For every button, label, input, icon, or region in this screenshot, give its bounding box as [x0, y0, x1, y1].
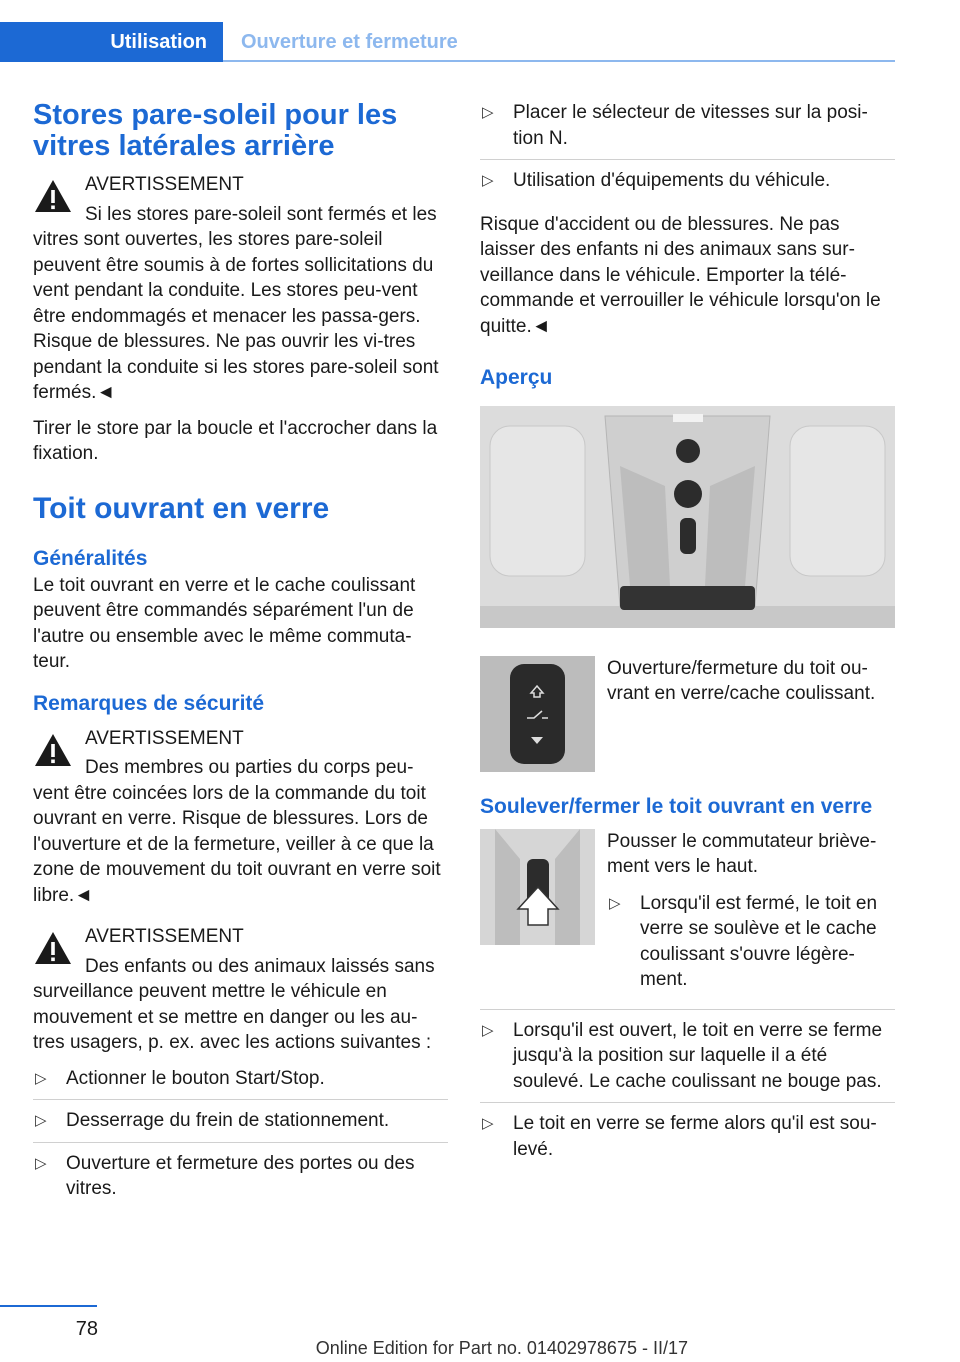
page-number: 78 — [75, 1318, 98, 1340]
warning-title: AVERTISSEMENT — [85, 926, 244, 947]
push-up-image — [480, 829, 595, 945]
list-item: ▷ Placer le sélecteur de vitesses sur la posi-tion N. — [480, 100, 895, 160]
left-column — [33, 100, 448, 1220]
warning-block-3 — [33, 924, 448, 1056]
section-title-stores: Stores pare-soleil pour les vitres latérales arrière — [33, 99, 398, 162]
bullet-list — [33, 1066, 448, 1210]
roof-console-image — [480, 406, 895, 628]
bullet-list — [607, 891, 895, 1001]
warning-text: Des membres ou parties du corps peu-vent être coincées lors de la commande du toit ouvrant en verre. Risque de blessures. Lors de l'ouverture et de la fermeture, veiller à ce que la zone de mouvement du toit ouvrant en verre soit libre.◄ — [33, 757, 441, 906]
header-bar — [0, 22, 895, 62]
triangle-bullet-icon: ▷ — [35, 1154, 47, 1172]
warning-block-1 — [33, 172, 448, 406]
tab-ouverture-fermeture[interactable]: Ouverture et fermeture — [241, 31, 458, 53]
warning-text: Si les stores pare-soleil sont fermés et les vitres sont ouvertes, les stores pare-soleil peuvent être soumis à de fortes sollicitations du vent pendant la conduite. Les stores peu-vent être endommagés et menacer les passa-gers. Risque de blessures. Ne pas ouvrir les vi-tres pendant la conduite si les stores pare-soleil sont fermés.◄ — [33, 203, 439, 403]
right-column — [480, 100, 895, 1180]
list-item: ▷ Lorsqu'il est ouvert, le toit en verre se ferme jusqu'à la position sur laquelle il a été soulevé. Le cache coulissant ne bouge pas. — [480, 1018, 895, 1104]
paragraph: Pousser le commutateur briève-ment vers le haut. — [607, 830, 877, 877]
triangle-bullet-icon: ▷ — [482, 172, 494, 189]
figure-switch — [480, 656, 895, 774]
section-title-toit: Toit ouvrant en verre — [33, 491, 330, 525]
warning-icon — [33, 178, 73, 214]
triangle-bullet-icon: ▷ — [609, 894, 621, 912]
list-item: ▷ Ouverture et fermeture des portes ou des vitres. — [35, 1152, 415, 1199]
paragraph: Risque d'accident ou de blessures. Ne pas laisser des enfants ni des animaux sans sur-veillance dans le véhicule. Emporter la télé-commande et verrouiller le véhicule lorsqu'on le quitte.◄ — [480, 213, 881, 337]
figure-caption: Ouverture/fermeture du toit ou-vrant en verre/cache coulissant. — [607, 657, 876, 704]
footer-rule — [0, 1305, 97, 1307]
triangle-bullet-icon: ▷ — [35, 1112, 47, 1129]
warning-title: AVERTISSEMENT — [85, 727, 244, 749]
triangle-bullet-icon: ▷ — [482, 104, 494, 121]
figure-push-up — [480, 829, 895, 1001]
triangle-bullet-icon: ▷ — [35, 1069, 47, 1087]
subheading-apercu: Aperçu — [480, 366, 553, 389]
paragraph: Le toit ouvrant en verre et le cache coulissant peuvent être commandés séparément l'un de l'autre ou ensemble avec le même commuta-teur. — [33, 574, 416, 672]
warning-title: AVERTISSEMENT — [85, 174, 244, 195]
subheading-generalites: Généralités — [33, 546, 148, 570]
triangle-bullet-icon: ▷ — [482, 1021, 494, 1039]
edition-note: Online Edition for Part no. 01402978675 - II/17 — [315, 1338, 688, 1358]
header-divider — [223, 60, 895, 62]
subheading-securite: Remarques de sécurité — [33, 691, 265, 715]
list-item: ▷ Lorsqu'il est fermé, le toit en verre se soulève et le cache coulissant s'ouvre légère-ment. — [609, 892, 878, 990]
warning-block-2 — [33, 726, 448, 909]
bullet-list — [480, 1009, 895, 1171]
subheading-soulever: Soulever/fermer le toit ouvrant en verre — [480, 794, 873, 818]
list-item: ▷ Le toit en verre se ferme alors qu'il est sou-levé. — [482, 1113, 877, 1160]
warning-text: Des enfants ou des animaux laissés sans surveillance peuvent mettre le véhicule en mouvement et se mettre en danger ou les au-tres usagers, p. ex. avec les actions suivantes : — [33, 955, 435, 1053]
list-item: ▷ Desserrage du frein de stationnement. — [33, 1108, 448, 1143]
list-item: ▷ Utilisation d'équipements du véhicule. — [480, 168, 895, 202]
figure-text — [607, 829, 895, 1001]
bullet-list — [480, 100, 895, 202]
paragraph: Tirer le store par la boucle et l'accrocher dans la fixation. — [33, 417, 438, 464]
switch-image — [480, 656, 595, 772]
triangle-bullet-icon: ▷ — [482, 1115, 494, 1132]
warning-icon — [33, 732, 73, 768]
tab-utilisation[interactable]: Utilisation — [0, 22, 223, 62]
warning-icon — [33, 930, 73, 966]
list-item: ▷ Actionner le bouton Start/Stop. — [33, 1066, 448, 1101]
